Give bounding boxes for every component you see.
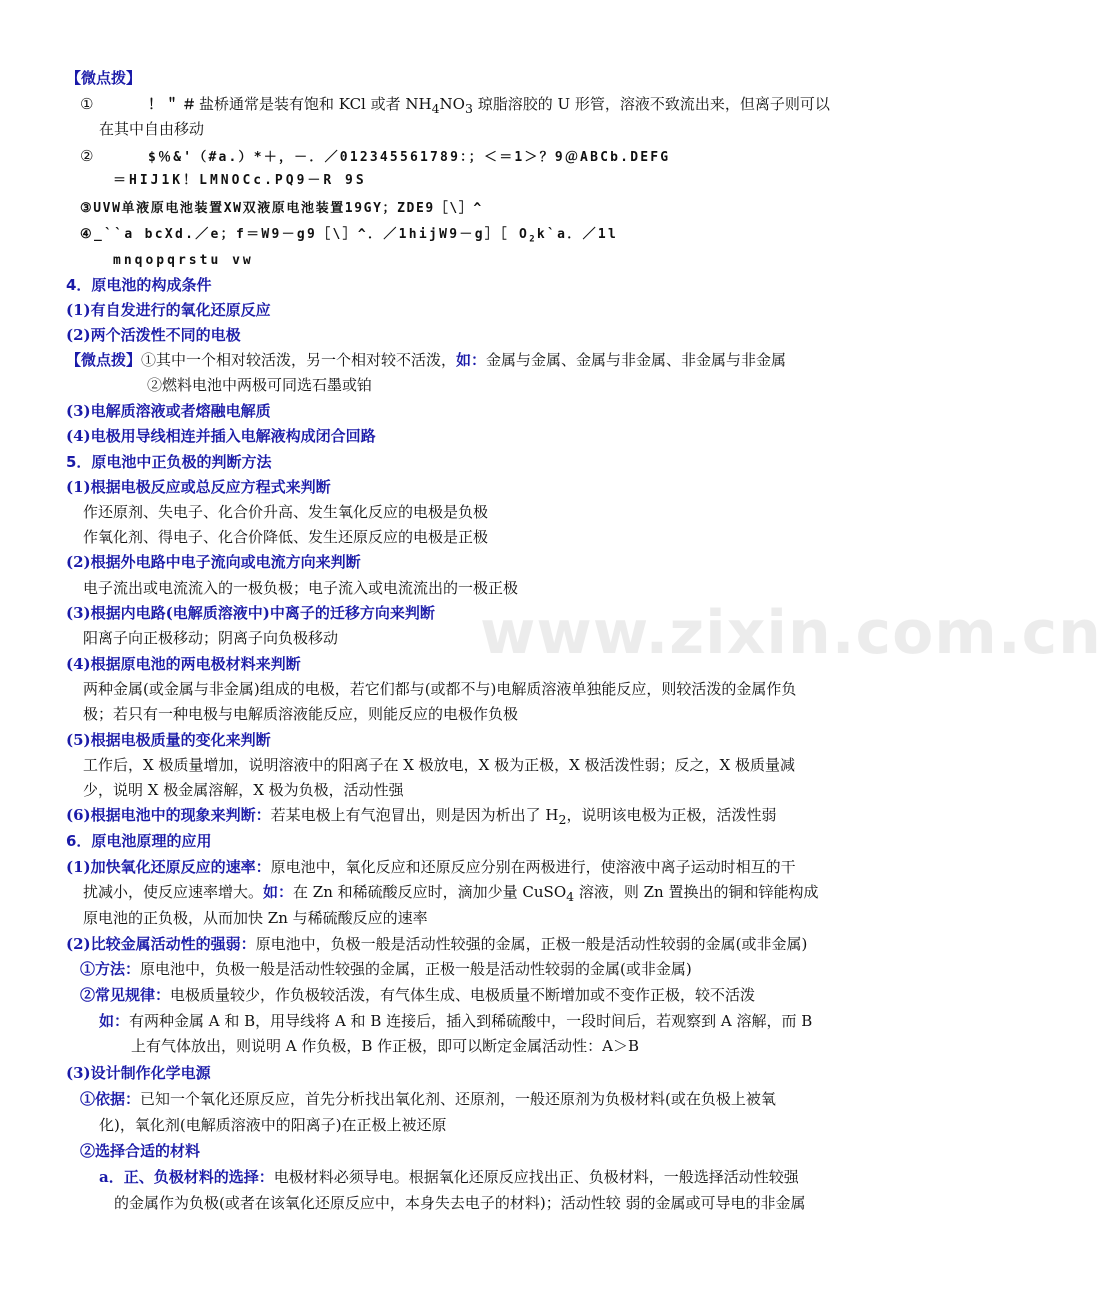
- method-5-text-a: 工作后，X 极质量增加，说明溶液中的阳离子在 X 极放电，X 极为正极，X 极活泼性弱；反之，X 极质量减: [83, 756, 796, 774]
- condition-2: (2)两个活泼性不同的电极: [66, 326, 241, 344]
- tip-heading: 【微点拨】: [66, 69, 142, 87]
- garbled-text: $％&'（#a.）*＋，－．／0123455617​89：；＜＝1＞？9＠ABCb.DEFG: [148, 150, 671, 165]
- method-5: (5)根据电极质量的变化来判断: [66, 731, 271, 749]
- method-5-text-b: 少，说明 X 极金属溶解，X 极为负极，活动性强: [83, 781, 404, 799]
- watermark: www.zixin.com.cn: [480, 598, 1102, 668]
- application-2-example: 如：有两种金属 A 和 B，用导线将 A 和 B 连接后，插入到稀硫酸中，一段时间后，若观察到 A 溶解，而 B: [99, 1012, 813, 1030]
- method-3-text: 阳离子向正极移动；阴离子向负极移动: [83, 629, 339, 647]
- method-4-text-a: 两种金属(或金属与非金属)组成的电极，若它们都与(或都不与)电解质溶液单独能反应，则较活泼的金属作负: [83, 680, 797, 698]
- application-1-cont: 扰减小，使反应速率增大。如：在 Zn 和稀硫酸反应时，滴加少量 CuSO$_4$ 溶液，则 Zn 置换出的铜和锌能构成: [83, 883, 819, 904]
- method-4: (4)根据原电池的两电极材料来判断: [66, 655, 301, 673]
- application-3-basis-cont: 化)，氧化剂(电解质溶液中的阳离子)在正极上被还原: [99, 1116, 447, 1134]
- application-3-materials: ②选择合适的材料: [80, 1142, 201, 1160]
- method-1-text-b: 作氧化剂、得电子、化合价降低、发生还原反应的电极是正极: [83, 528, 489, 546]
- tip-item-4-cont: mnqopqrstu vw: [113, 253, 254, 268]
- application-3-electrode-cont: 的金属作为负极(或者在该氧化还原反应中，本身失去电子的材料)；活动性较 弱的金属或可导电的非金属: [114, 1194, 806, 1212]
- method-2: (2)根据外电路中电子流向或电流方向来判断: [66, 553, 361, 571]
- condition-2-tip-2: ②燃料电池中两极可同选石墨或铂: [147, 376, 373, 394]
- method-3: (3)根据内电路(电解质溶液中)中离子的迁移方向来判断: [66, 604, 435, 622]
- condition-2-tip: 【微点拨】①其中一个相对较活泼，另一个相对较不活泼，如：金属与金属、金属与非金属、非金属与非金属: [66, 351, 787, 369]
- application-1: (1)加快氧化还原反应的速率：原电池中，氧化反应和还原反应分别在两极进行，使溶液中离子运动时相互的干: [66, 858, 796, 876]
- circled-one: ①: [80, 95, 94, 113]
- application-3-electrode: a．正、负极材料的选择：电极材料必须导电。根据氧化还原反应找出正、负极材料，一般选择活动性较强: [99, 1168, 799, 1186]
- tip-item-2: ② $％&'（#a.）*＋，－．／0123455617​89：；＜＝1＞？9＠ABCb.DEFG: [80, 147, 671, 165]
- garbled-text-cont: ＝HIJ1K！LMNOCc.PQ9－R 9S: [113, 173, 367, 188]
- application-3-basis: ①依据：已知一个氧化还原反应，首先分析找出氧化剂、还原剂，一般还原剂为负极材料(或在负极上被氧: [80, 1090, 776, 1108]
- tip-item-4: ④_``a bcXd.／e；f＝W9－g9［\］^．／1hijW9－g］［ $O_2k`a$．／1l: [80, 227, 619, 245]
- tip-item-1: ① ！＂＃盐桥通常是装有饱和 KCl 或者 $NH_4NO_3$ 琼脂溶胶的 U 形管，溶液不致流出来，但离子则可以: [80, 92, 830, 121]
- section-5-title: 5．原电池中正负极的判断方法: [66, 453, 272, 471]
- section-6-title: 6．原电池原理的应用: [66, 832, 212, 850]
- application-2-example-cont: 上有气体放出，则说明 A 作负极，B 作正极，即可以断定金属活动性：A＞B: [131, 1037, 640, 1055]
- section-4-title: 4．原电池的构成条件: [66, 276, 212, 294]
- condition-3: (3)电解质溶液或者熔融电解质: [66, 402, 271, 420]
- application-3: (3)设计制作化学电源: [66, 1064, 211, 1082]
- application-2-method: ①方法：原电池中，负极一般是活动性较强的金属，正极一般是活动性较弱的金属(或非金属): [80, 960, 692, 978]
- text: 盐桥通常是装有饱和 KCl 或者 NH: [199, 95, 432, 113]
- method-1: (1)根据电极反应或总反应方程式来判断: [66, 478, 331, 496]
- application-1-cont-2: 原电池的正负极，从而加快 Zn 与稀硫酸反应的速率: [83, 909, 428, 927]
- application-2-rule: ②常见规律：电极质量较少，作负极较活泼，有气体生成、电极质量不断增加或不变作正极，较不活泼: [80, 986, 756, 1004]
- garbled-text: ！＂＃: [148, 97, 199, 113]
- method-2-text: 电子流出或电流流入的一极负极；电子流入或电流流出的一极正极: [83, 579, 519, 597]
- tip-item-3: ③UVW单液原电池装置XW双液原电池装置19GY；ZDE9［\］^: [80, 201, 483, 216]
- method-6: (6)根据电池中的现象来判断：若某电极上有气泡冒出，则是因为析出了 $H_2$，说明该电极为正极，活泼性弱: [66, 806, 777, 827]
- condition-1: (1)有自发进行的氧化还原反应: [66, 301, 271, 319]
- tip-item-1-cont: 在其中自由移动: [99, 120, 205, 138]
- condition-4: (4)电极用导线相连并插入电解液构成闭合回路: [66, 427, 376, 445]
- method-1-text-a: 作还原剂、失电子、化合价升高、发生氧化反应的电极是负极: [83, 503, 489, 521]
- method-4-text-b: 极；若只有一种电极与电解质溶液能反应，则能反应的电极作负极: [83, 705, 519, 723]
- application-2: (2)比较金属活动性的强弱：原电池中，负极一般是活动性较强的金属，正极一般是活动性较弱的金属(或非金属): [66, 935, 808, 953]
